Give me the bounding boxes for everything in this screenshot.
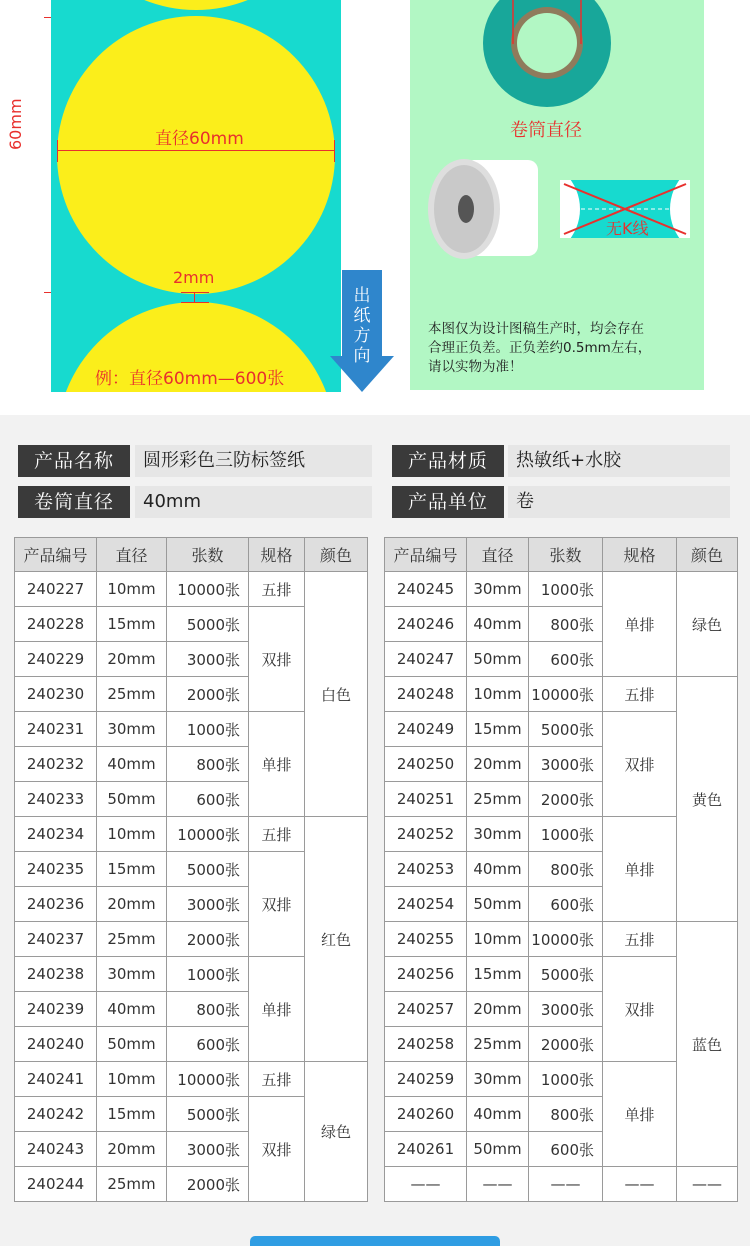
layout-spec-cell: 五排 (249, 572, 305, 607)
diameter-cell: 10mm (97, 572, 167, 607)
diameter-cell: 15mm (467, 957, 529, 992)
sheet-count-cell: 5000张 (529, 957, 603, 992)
product-code-cell: 240228 (15, 607, 97, 642)
sheet-count-cell: 1000张 (529, 817, 603, 852)
product-code-cell: 240237 (15, 922, 97, 957)
diameter-cell: 30mm (467, 1062, 529, 1097)
sheet-count-cell: 5000张 (167, 852, 249, 887)
label-sheet-illustration (51, 0, 341, 392)
product-code-cell: 240235 (15, 852, 97, 887)
diameter-cell: 20mm (467, 992, 529, 1027)
table-header-row (385, 538, 738, 572)
sheet-count-cell: —— (529, 1167, 603, 1202)
sheet-count-cell: 800张 (529, 852, 603, 887)
table-row (385, 922, 738, 957)
table-row (385, 572, 738, 607)
column-header: 产品编号 (15, 538, 97, 572)
table-row (15, 572, 368, 607)
diameter-cell: 25mm (467, 1027, 529, 1062)
product-code-cell: 240231 (15, 712, 97, 747)
column-header: 张数 (529, 538, 603, 572)
layout-spec-cell: 双排 (603, 957, 677, 1062)
diameter-line (57, 150, 335, 151)
product-code-cell: 240232 (15, 747, 97, 782)
sheet-count-cell: 600张 (529, 642, 603, 677)
disclaimer-text: 本图仅为设计图稿生产时，均会存在 合理正负差。正负差约0.5mm左右， 请以实物为准！ (428, 321, 652, 375)
sheet-count-cell: 5000张 (167, 607, 249, 642)
diameter-cell: 25mm (467, 782, 529, 817)
diameter-label: 直径60mm (155, 129, 244, 149)
product-diagram-section (0, 0, 750, 415)
sheet-count-cell: 600张 (529, 1132, 603, 1167)
column-header: 直径 (97, 538, 167, 572)
sheet-count-cell: 3000张 (529, 992, 603, 1027)
product-code-cell: 240249 (385, 712, 467, 747)
sheet-count-cell: 1000张 (167, 712, 249, 747)
sheet-count-cell: 10000张 (167, 817, 249, 852)
diameter-cell: 50mm (467, 1132, 529, 1167)
product-code-cell: 240234 (15, 817, 97, 852)
product-code-cell: 240247 (385, 642, 467, 677)
sheet-count-cell: 600张 (167, 1027, 249, 1062)
product-code-cell: 240238 (15, 957, 97, 992)
sheet-count-cell: 3000张 (167, 642, 249, 677)
diameter-cell: 20mm (97, 887, 167, 922)
product-code-cell: 240245 (385, 572, 467, 607)
core-diameter-spec-value: 40mm (135, 486, 372, 518)
product-code-cell: 240257 (385, 992, 467, 1027)
core-diameter-label: 卷筒直径 (510, 120, 582, 141)
table-row (385, 677, 738, 712)
column-header: 直径 (467, 538, 529, 572)
height-label: 60mm (6, 98, 25, 150)
product-code-cell: 240244 (15, 1167, 97, 1202)
no-k-line-label: 无K线 (606, 219, 649, 238)
product-code-cell: 240250 (385, 747, 467, 782)
product-code-cell: 240230 (15, 677, 97, 712)
diameter-cell: 10mm (467, 677, 529, 712)
column-header: 颜色 (677, 538, 738, 572)
product-code-cell: 240253 (385, 852, 467, 887)
gap-label: 2mm (173, 268, 215, 287)
sheet-count-cell: 2000张 (167, 922, 249, 957)
column-header: 规格 (249, 538, 305, 572)
color-cell: 绿色 (677, 572, 738, 677)
product-material-value: 热敏纸+水胶 (508, 445, 730, 477)
diameter-cell: 50mm (467, 887, 529, 922)
product-table-left (14, 537, 368, 1202)
table-header-row (15, 538, 368, 572)
diameter-cell: 15mm (467, 712, 529, 747)
diameter-cell: —— (467, 1167, 529, 1202)
sheet-count-cell: 2000张 (529, 1027, 603, 1062)
product-code-cell: 240254 (385, 887, 467, 922)
sheet-count-cell: 5000张 (167, 1097, 249, 1132)
product-unit-label: 产品单位 (392, 486, 504, 518)
sheet-count-cell: 1000张 (167, 957, 249, 992)
diameter-cell: 40mm (467, 607, 529, 642)
product-code-cell: 240248 (385, 677, 467, 712)
product-code-cell: 240227 (15, 572, 97, 607)
product-code-cell: 240242 (15, 1097, 97, 1132)
diameter-cell: 40mm (97, 747, 167, 782)
label-circle-middle (57, 16, 335, 294)
layout-spec-cell: 五排 (603, 677, 677, 712)
product-code-cell: 240243 (15, 1132, 97, 1167)
product-code-cell: 240239 (15, 992, 97, 1027)
bottom-decoration-bar (250, 1236, 500, 1246)
diameter-cell: 25mm (97, 677, 167, 712)
diameter-cell: 25mm (97, 922, 167, 957)
paper-direction-arrow (330, 270, 394, 394)
diameter-cell: 15mm (97, 1097, 167, 1132)
layout-spec-cell: 五排 (603, 922, 677, 957)
paper-roll-icon (426, 154, 540, 264)
product-material-label: 产品材质 (392, 445, 504, 477)
diameter-cell: 10mm (97, 1062, 167, 1097)
layout-spec-cell: 五排 (249, 817, 305, 852)
sheet-count-cell: 800张 (529, 1097, 603, 1132)
color-cell: 白色 (305, 572, 368, 817)
sheet-count-cell: 3000张 (529, 747, 603, 782)
product-code-cell: 240261 (385, 1132, 467, 1167)
sheet-count-cell: 1000张 (529, 1062, 603, 1097)
diameter-cell: 40mm (97, 992, 167, 1027)
diameter-cell: 50mm (97, 782, 167, 817)
sheet-count-cell: 5000张 (529, 712, 603, 747)
product-code-cell: 240252 (385, 817, 467, 852)
table-row (385, 1167, 738, 1202)
sheet-count-cell: 3000张 (167, 887, 249, 922)
layout-spec-cell: 五排 (249, 1062, 305, 1097)
diameter-cell: 20mm (97, 642, 167, 677)
product-name-value: 圆形彩色三防标签纸 (135, 445, 372, 477)
product-code-cell: 240246 (385, 607, 467, 642)
product-code-cell: —— (385, 1167, 467, 1202)
layout-spec-cell: 双排 (603, 712, 677, 817)
layout-spec-cell: 单排 (603, 817, 677, 922)
product-table-right (384, 537, 738, 1202)
product-unit-value: 卷 (508, 486, 730, 518)
diameter-cell: 20mm (97, 1132, 167, 1167)
diameter-cell: 15mm (97, 607, 167, 642)
product-code-cell: 240259 (385, 1062, 467, 1097)
sheet-count-cell: 10000张 (529, 922, 603, 957)
diameter-cell: 25mm (97, 1167, 167, 1202)
sheet-count-cell: 800张 (167, 747, 249, 782)
column-header: 颜色 (305, 538, 368, 572)
roll-info-panel (410, 0, 704, 390)
sheet-count-cell: 800张 (529, 607, 603, 642)
product-code-cell: 240233 (15, 782, 97, 817)
color-cell: 黄色 (677, 677, 738, 922)
example-label: 例：直径60mm—600张 (95, 369, 285, 389)
table-row (15, 1062, 368, 1097)
diameter-cell: 40mm (467, 1097, 529, 1132)
diameter-cell: 50mm (467, 642, 529, 677)
diameter-cell: 30mm (97, 712, 167, 747)
direction-text: 出 纸 方 向 (353, 286, 371, 366)
sheet-count-cell: 600张 (529, 887, 603, 922)
product-code-cell: 240255 (385, 922, 467, 957)
layout-spec-cell: 双排 (249, 607, 305, 712)
layout-spec-cell: 双排 (249, 852, 305, 957)
layout-spec-cell: 单排 (249, 712, 305, 817)
layout-spec-cell: 双排 (249, 1097, 305, 1202)
product-code-cell: 240236 (15, 887, 97, 922)
sheet-count-cell: 10000张 (529, 677, 603, 712)
sheet-count-cell: 2000张 (529, 782, 603, 817)
sheet-count-cell: 600张 (167, 782, 249, 817)
product-code-cell: 240260 (385, 1097, 467, 1132)
core-diameter-spec-label: 卷筒直径 (18, 486, 130, 518)
sheet-count-cell: 1000张 (529, 572, 603, 607)
layout-spec-cell: —— (603, 1167, 677, 1202)
diameter-cell: 30mm (467, 817, 529, 852)
label-circle-top (57, 0, 335, 10)
sheet-count-cell: 10000张 (167, 572, 249, 607)
layout-spec-cell: 单排 (249, 957, 305, 1062)
diameter-cell: 15mm (97, 852, 167, 887)
sheet-count-cell: 3000张 (167, 1132, 249, 1167)
sheet-count-cell: 800张 (167, 992, 249, 1027)
product-code-cell: 240240 (15, 1027, 97, 1062)
diameter-cell: 30mm (467, 572, 529, 607)
color-cell: —— (677, 1167, 738, 1202)
color-cell: 蓝色 (677, 922, 738, 1167)
product-code-cell: 240251 (385, 782, 467, 817)
column-header: 产品编号 (385, 538, 467, 572)
diameter-cell: 10mm (97, 817, 167, 852)
roll-core-icon (480, 0, 614, 110)
diameter-cell: 30mm (97, 957, 167, 992)
sheet-count-cell: 2000张 (167, 677, 249, 712)
diameter-cell: 50mm (97, 1027, 167, 1062)
diameter-cell: 20mm (467, 747, 529, 782)
column-header: 张数 (167, 538, 249, 572)
product-code-cell: 240256 (385, 957, 467, 992)
product-code-cell: 240258 (385, 1027, 467, 1062)
color-cell: 绿色 (305, 1062, 368, 1202)
layout-spec-cell: 单排 (603, 1062, 677, 1167)
product-name-label: 产品名称 (18, 445, 130, 477)
sheet-count-cell: 2000张 (167, 1167, 249, 1202)
layout-spec-cell: 单排 (603, 572, 677, 677)
diameter-cell: 10mm (467, 922, 529, 957)
diameter-cell: 40mm (467, 852, 529, 887)
column-header: 规格 (603, 538, 677, 572)
color-cell: 红色 (305, 817, 368, 1062)
table-row (15, 817, 368, 852)
sheet-count-cell: 10000张 (167, 1062, 249, 1097)
product-code-cell: 240241 (15, 1062, 97, 1097)
product-code-cell: 240229 (15, 642, 97, 677)
